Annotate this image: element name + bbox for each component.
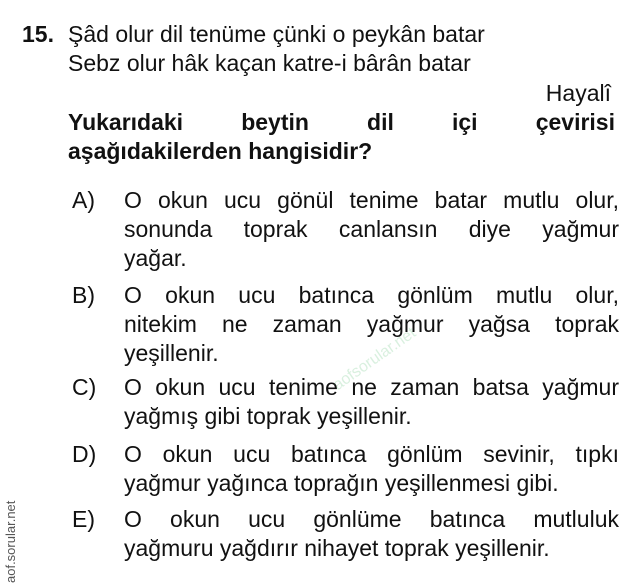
- option-b-line-3: yeşillenir.: [124, 340, 219, 366]
- option-d-letter: D): [72, 441, 97, 467]
- option-e-line-2: yağmuru yağdırır nihayet toprak yeşillenir.: [124, 535, 550, 561]
- option-d-text: [124, 440, 619, 498]
- option-d-line-2: yağmur yağınca toprağın yeşillenmesi gibi.: [124, 470, 559, 496]
- option-c-line-2: yağmış gibi toprak yeşillenir.: [124, 403, 412, 429]
- option-b-line-2: nitekim ne zaman yağmur yağsa toprak: [124, 311, 619, 337]
- option-a-letter: A): [72, 187, 95, 213]
- poem-line-1: Şâd olur dil tenüme çünki o peykân batar: [68, 21, 485, 47]
- question-number: 15.: [22, 21, 54, 47]
- option-b-letter: B): [72, 282, 95, 308]
- option-d-line-1: O okun ucu batınca gönlüm sevinir, tıpkı: [124, 441, 619, 467]
- option-a-line-1: O okun ucu gönül tenime batar mutlu olur,: [124, 187, 619, 213]
- option-b-line-1: O okun ucu batınca gönlüm mutlu olur,: [124, 282, 619, 308]
- option-e-text: [124, 505, 619, 563]
- poem-line-2: Sebz olur hâk kaçan katre-i bârân batar: [68, 50, 471, 76]
- option-e-letter: E): [72, 506, 95, 532]
- option-c-letter: C): [72, 374, 97, 400]
- option-c-line-1: O okun ucu tenime ne zaman batsa yağmur: [124, 374, 619, 400]
- question-stem-line-2: aşağıdakilerden hangisidir?: [68, 138, 373, 164]
- option-a-line-3: yağar.: [124, 245, 187, 271]
- option-c-text: [124, 373, 619, 431]
- poet-name: Hayalî: [545, 80, 611, 106]
- option-a-line-2: sonunda toprak canlansın diye yağmur: [124, 216, 619, 242]
- option-e-line-1: O okun ucu gönlüme batınca mutluluk: [124, 506, 619, 532]
- side-watermark: aof.sorular.net: [3, 500, 18, 583]
- option-a-text: [124, 186, 619, 273]
- question-stem-line-1: Yukarıdaki beytin dil içi çevirisi: [68, 109, 615, 135]
- center-watermark: aofsorular.net: [330, 324, 420, 394]
